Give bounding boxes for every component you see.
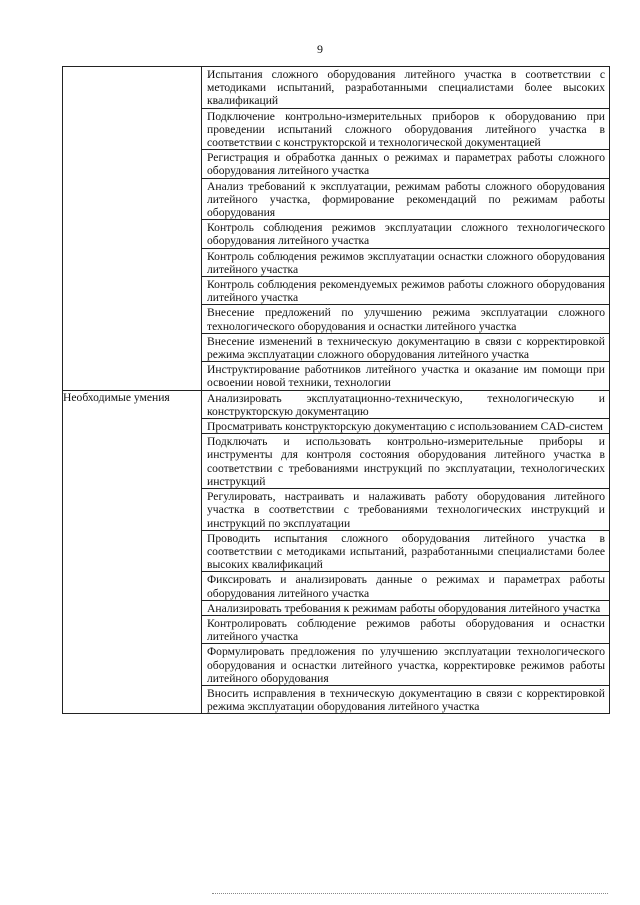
list-item: Контроль соблюдения рекомендуемых режимов работы сложного оборудования литейного участка (202, 276, 609, 304)
list-item: Регистрация и обработка данных о режимах и параметрах работы сложного оборудования литейного участка (202, 149, 609, 177)
list-item: Анализировать эксплуатационно-техническую, технологическую и конструкторскую документацию (207, 391, 605, 418)
list-item: Вносить исправления в техническую документацию в связи с корректировкой режима эксплуатации оборудования литейного участка (202, 685, 609, 713)
row-label (63, 67, 202, 391)
list-item: Анализировать требования к режимам работы оборудования литейного участка (202, 600, 609, 615)
list-item: Контроль соблюдения режимов эксплуатации сложного технологического оборудования литейного участка (202, 219, 609, 247)
row-label-skills: Необходимые умения (63, 390, 202, 714)
list-item: Контроль соблюдения режимов эксплуатации оснастки сложного оборудования литейного участка (202, 248, 609, 276)
list-item: Формулировать предложения по улучшению эксплуатации технологического оборудования и оснастки литейного участка, корректировке режимов работы литейного оборудования (202, 643, 609, 685)
list-item: Фиксировать и анализировать данные о режимах и параметрах работы оборудования литейного участка (202, 571, 609, 599)
list-item: Подключать и использовать контрольно-измерительные приборы и инструменты для контроля состояния оборудования литейного участка в соответствии с требованиями инструкций по эксплуатации, технологических инструкций (202, 433, 609, 488)
list-item: Просматривать конструкторскую документацию с использованием CAD-систем (202, 418, 609, 433)
list-item: Подключение контрольно-измерительных приборов к оборудованию при проведении испытаний сложного оборудования литейного участка в соответствии с конструкторской и технологической документацией (202, 108, 609, 150)
items-cell (202, 67, 610, 391)
page-number: 9 (317, 42, 323, 56)
table-row (63, 67, 610, 391)
scan-artifact-line (212, 893, 608, 894)
list-item: Испытания сложного оборудования литейного участка в соответствии с методиками испытаний, разработанными специалистами более высоких квалификаций (207, 68, 605, 108)
list-item: Внесение предложений по улучшению режима эксплуатации сложного технологического оборудования и оснастки литейного участка (202, 304, 609, 332)
list-item: Инструктирование работников литейного участка и оказание им помощи при освоении новой техники, технологии (202, 361, 609, 389)
list-item: Анализ требований к эксплуатации, режимам работы сложного оборудования литейного участка, формирование рекомендаций по режимам работы оборудования (202, 178, 609, 220)
items-cell (202, 390, 610, 714)
list-item: Внесение изменений в техническую документацию в связи с корректировкой режима эксплуатации сложного оборудования литейного участка (202, 333, 609, 361)
requirements-table (62, 66, 610, 714)
list-item: Контролировать соблюдение режимов работы оборудования и оснастки литейного участка (202, 615, 609, 643)
table-row (63, 390, 610, 714)
list-item: Проводить испытания сложного оборудования литейного участка в соответствии с методиками испытаний, разработанными специалистами более высоких квалификаций (202, 530, 609, 572)
list-item: Регулировать, настраивать и налаживать работу оборудования литейного участка в соответствии с требованиями технологических инструкций и инструкций по эксплуатации (202, 488, 609, 530)
